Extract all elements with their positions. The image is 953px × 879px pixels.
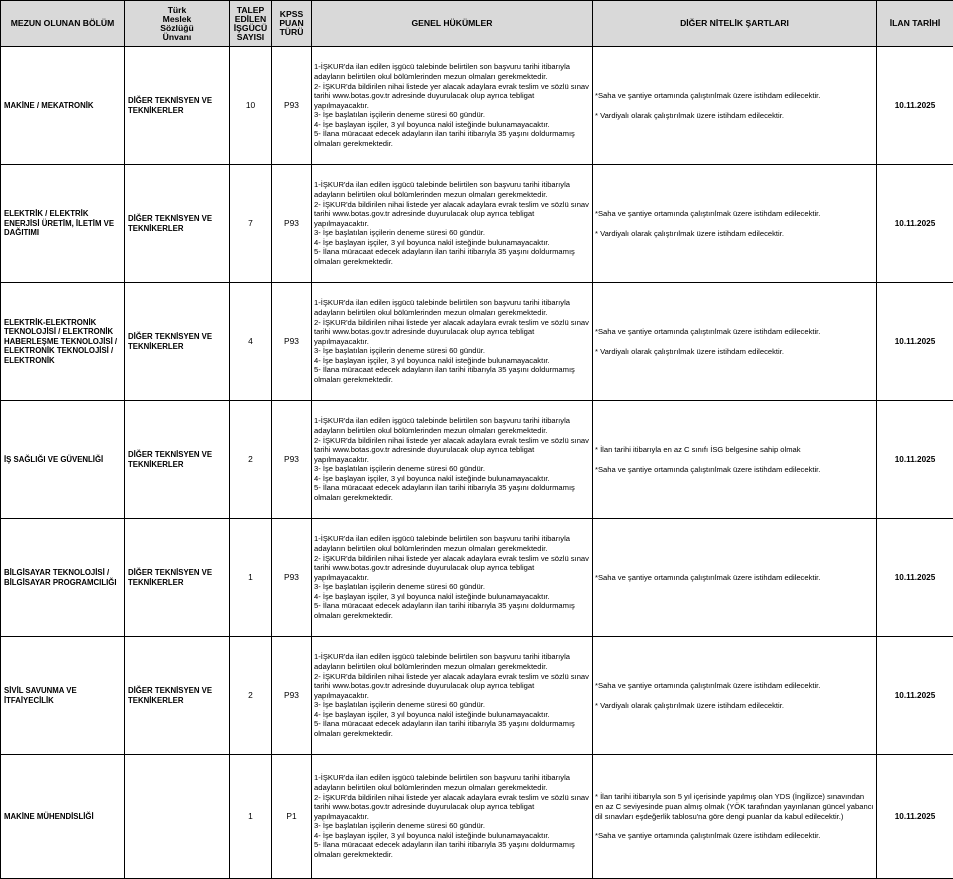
table-row [1, 519, 953, 637]
count-cell: 1 [230, 755, 272, 879]
header-general-rules: GENEL HÜKÜMLER [312, 1, 593, 47]
general-rules-cell: 1-İŞKUR'da ilan edilen işgücü talebinde belirtilen son başvuru tarihi itibarıyla adayların belirtilen okul bölümlerinden mezun olmaları gerekmektedir. 2- İŞKUR'da bildirilen nihai listede yer alacak adaylara evrak teslim ve sözlü sınav tarihi www.botas.gov.tr adresinde duyurulacak olup ayrıca tebligat yapılmayacaktır. 3- İşe başlatılan işçilerin deneme süresi 60 gündür. 4- İşe başlayan işçiler, 3 yıl boyunca nakil isteğinde bulunamayacaktır. 5- İlana müracaat edecek adayların ilan tarihi itibarıyla 35 yaşını doldurmamış olmaları gerekmektedir. [312, 165, 593, 283]
kpss-cell: P93 [272, 401, 312, 519]
department-cell: BİLGİSAYAR TEKNOLOJİSİ / BİLGİSAYAR PROGRAMCILIĞI [1, 519, 125, 637]
kpss-cell: P93 [272, 637, 312, 755]
count-cell: 1 [230, 519, 272, 637]
table-row [1, 165, 953, 283]
count-cell: 10 [230, 47, 272, 165]
date-cell: 10.11.2025 [877, 401, 953, 519]
general-rules-cell: 1-İŞKUR'da ilan edilen işgücü talebinde belirtilen son başvuru tarihi itibarıyla adayların belirtilen okul bölümlerinden mezun olmaları gerekmektedir. 2- İŞKUR'da bildirilen nihai listede yer alacak adaylara evrak teslim ve sözlü sınav tarihi www.botas.gov.tr adresinde duyurulacak olup ayrıca tebligat yapılmayacaktır. 3- İşe başlatılan işçilerin deneme süresi 60 gündür. 4- İşe başlayan işçiler, 3 yıl boyunca nakil isteğinde bulunamayacaktır. 5- İlana müracaat edecek adayların ilan tarihi itibarıyla 35 yaşını doldurmamış olmaları gerekmektedir. [312, 401, 593, 519]
kpss-cell: P93 [272, 519, 312, 637]
other-conditions-cell: * İlan tarihi itibarıyla son 5 yıl içerisinde yapılmış olan YDS (İngilizce) sınavından en az C seviyesinde puan almış olmak (YÖK tarafından yayınlanan güncel yabancı dil sınavları eşdeğerlik tablosu'na göre dengi puanlar da kabul edilecektir.) *Saha ve şantiye ortamında çalıştırılmak üzere istihdam edilecektir. [593, 755, 877, 879]
job-title-cell: DİĞER TEKNİSYEN VE TEKNİKERLER [125, 637, 230, 755]
department-cell: İŞ SAĞLIĞI VE GÜVENLİĞİ [1, 401, 125, 519]
job-title-cell: DİĞER TEKNİSYEN VE TEKNİKERLER [125, 519, 230, 637]
job-title-cell: DİĞER TEKNİSYEN VE TEKNİKERLER [125, 47, 230, 165]
header-other-conditions: DİĞER NİTELİK ŞARTLARI [593, 1, 877, 47]
general-rules-cell: 1-İŞKUR'da ilan edilen işgücü talebinde belirtilen son başvuru tarihi itibarıyla adayların belirtilen okul bölümlerinden mezun olmaları gerekmektedir. 2- İŞKUR'da bildirilen nihai listede yer alacak adaylara evrak teslim ve sözlü sınav tarihi www.botas.gov.tr adresinde duyurulacak olup ayrıca tebligat yapılmayacaktır. 3- İşe başlatılan işçilerin deneme süresi 60 gündür. 4- İşe başlayan işçiler, 3 yıl boyunca nakil isteğinde bulunamayacaktır. 5- İlana müracaat edecek adayların ilan tarihi itibarıyla 35 yaşını doldurmamış olmaları gerekmektedir. [312, 47, 593, 165]
header-announcement-date: İLAN TARİHİ [877, 1, 953, 47]
date-cell: 10.11.2025 [877, 637, 953, 755]
job-title-cell: DİĞER TEKNİSYEN VE TEKNİKERLER [125, 283, 230, 401]
general-rules-cell: 1-İŞKUR'da ilan edilen işgücü talebinde belirtilen son başvuru tarihi itibarıyla adayların belirtilen okul bölümlerinden mezun olmaları gerekmektedir. 2- İŞKUR'da bildirilen nihai listede yer alacak adaylara evrak teslim ve sözlü sınav tarihi www.botas.gov.tr adresinde duyurulacak olup ayrıca tebligat yapılmayacaktır. 3- İşe başlatılan işçilerin deneme süresi 60 gündür. 4- İşe başlayan işçiler, 3 yıl boyunca nakil isteğinde bulunamayacaktır. 5- İlana müracaat edecek adayların ilan tarihi itibarıyla 35 yaşını doldurmamış olmaları gerekmektedir. [312, 755, 593, 879]
table-row [1, 637, 953, 755]
kpss-cell: P93 [272, 283, 312, 401]
job-title-cell [125, 755, 230, 879]
count-cell: 2 [230, 637, 272, 755]
job-title-cell: DİĞER TEKNİSYEN VE TEKNİKERLER [125, 165, 230, 283]
count-cell: 7 [230, 165, 272, 283]
header-job-title: Türk Meslek Sözlüğü Ünvanı [125, 1, 230, 47]
date-cell: 10.11.2025 [877, 755, 953, 879]
count-cell: 4 [230, 283, 272, 401]
count-cell: 2 [230, 401, 272, 519]
job-title-cell: DİĞER TEKNİSYEN VE TEKNİKERLER [125, 401, 230, 519]
kpss-cell: P93 [272, 47, 312, 165]
kpss-cell: P93 [272, 165, 312, 283]
header-kpss: KPSS PUAN TÜRÜ [272, 1, 312, 47]
date-cell: 10.11.2025 [877, 519, 953, 637]
table-row [1, 47, 953, 165]
general-rules-cell: 1-İŞKUR'da ilan edilen işgücü talebinde belirtilen son başvuru tarihi itibarıyla adayların belirtilen okul bölümlerinden mezun olmaları gerekmektedir. 2- İŞKUR'da bildirilen nihai listede yer alacak adaylara evrak teslim ve sözlü sınav tarihi www.botas.gov.tr adresinde duyurulacak olup ayrıca tebligat yapılmayacaktır. 3- İşe başlatılan işçilerin deneme süresi 60 gündür. 4- İşe başlayan işçiler, 3 yıl boyunca nakil isteğinde bulunamayacaktır. 5- İlana müracaat edecek adayların ilan tarihi itibarıyla 35 yaşını doldurmamış olmaları gerekmektedir. [312, 283, 593, 401]
department-cell: MAKİNE / MEKATRONİK [1, 47, 125, 165]
other-conditions-cell: *Saha ve şantiye ortamında çalıştırılmak üzere istihdam edilecektir. * Vardiyalı olarak çalıştırılmak üzere istihdam edilecektir. [593, 47, 877, 165]
kpss-cell: P1 [272, 755, 312, 879]
other-conditions-cell: *Saha ve şantiye ortamında çalıştırılmak üzere istihdam edilecektir. * Vardiyalı olarak çalıştırılmak üzere istihdam edilecektir. [593, 283, 877, 401]
department-cell: SİVİL SAVUNMA VE İTFAİYECİLİK [1, 637, 125, 755]
general-rules-cell: 1-İŞKUR'da ilan edilen işgücü talebinde belirtilen son başvuru tarihi itibarıyla adayların belirtilen okul bölümlerinden mezun olmaları gerekmektedir. 2- İŞKUR'da bildirilen nihai listede yer alacak adaylara evrak teslim ve sözlü sınav tarihi www.botas.gov.tr adresinde duyurulacak olup ayrıca tebligat yapılmayacaktır. 3- İşe başlatılan işçilerin deneme süresi 60 gündür. 4- İşe başlayan işçiler, 3 yıl boyunca nakil isteğinde bulunamayacaktır. 5- İlana müracaat edecek adayların ilan tarihi itibarıyla 35 yaşını doldurmamış olmaları gerekmektedir. [312, 637, 593, 755]
department-cell: ELEKTRİK-ELEKTRONİK TEKNOLOJİSİ / ELEKTRONİK HABERLEŞME TEKNOLOJİSİ / ELEKTRONİK TEKNOLOJİSİ / ELEKTRONİK [1, 283, 125, 401]
header-request-count: TALEP EDİLEN İŞGÜCÜ SAYISI [230, 1, 272, 47]
other-conditions-cell: *Saha ve şantiye ortamında çalıştırılmak üzere istihdam edilecektir. * Vardiyalı olarak çalıştırılmak üzere istihdam edilecektir. [593, 165, 877, 283]
department-cell: ELEKTRİK / ELEKTRİK ENERJİSİ ÜRETİM, İLETİM VE DAĞITIMI [1, 165, 125, 283]
header-row [1, 1, 953, 47]
table-row [1, 755, 953, 879]
other-conditions-cell: *Saha ve şantiye ortamında çalıştırılmak üzere istihdam edilecektir. [593, 519, 877, 637]
department-cell: MAKİNE MÜHENDİSLİĞİ [1, 755, 125, 879]
header-department: MEZUN OLUNAN BÖLÜM [1, 1, 125, 47]
table-row [1, 401, 953, 519]
table-row [1, 283, 953, 401]
date-cell: 10.11.2025 [877, 47, 953, 165]
other-conditions-cell: * İlan tarihi itibarıyla en az C sınıfı İSG belgesine sahip olmak *Saha ve şantiye ortamında çalıştırılmak üzere istihdam edilecektir. [593, 401, 877, 519]
date-cell: 10.11.2025 [877, 283, 953, 401]
other-conditions-cell: *Saha ve şantiye ortamında çalıştırılmak üzere istihdam edilecektir. * Vardiyalı olarak çalıştırılmak üzere istihdam edilecektir. [593, 637, 877, 755]
general-rules-cell: 1-İŞKUR'da ilan edilen işgücü talebinde belirtilen son başvuru tarihi itibarıyla adayların belirtilen okul bölümlerinden mezun olmaları gerekmektedir. 2- İŞKUR'da bildirilen nihai listede yer alacak adaylara evrak teslim ve sözlü sınav tarihi www.botas.gov.tr adresinde duyurulacak olup ayrıca tebligat yapılmayacaktır. 3- İşe başlatılan işçilerin deneme süresi 60 gündür. 4- İşe başlayan işçiler, 3 yıl boyunca nakil isteğinde bulunamayacaktır. 5- İlana müracaat edecek adayların ilan tarihi itibarıyla 35 yaşını doldurmamış olmaları gerekmektedir. [312, 519, 593, 637]
date-cell: 10.11.2025 [877, 165, 953, 283]
